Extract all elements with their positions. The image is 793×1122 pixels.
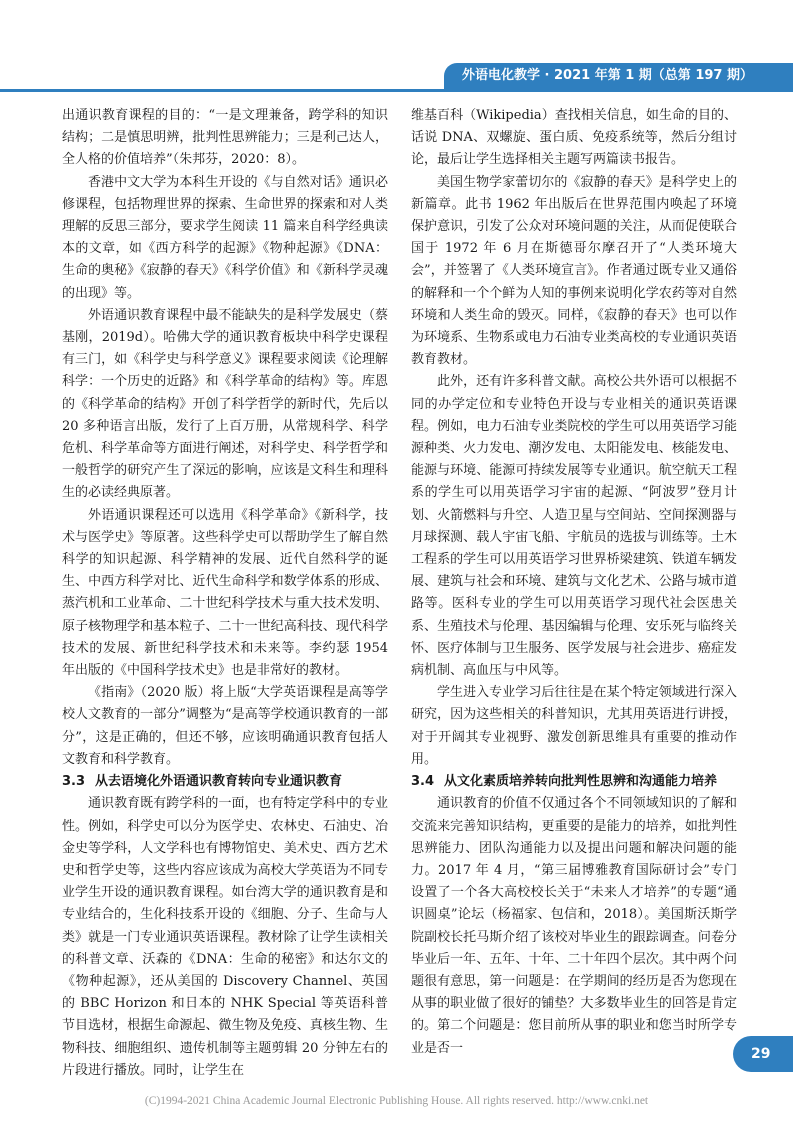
section-heading	[62, 771, 388, 793]
header-rule	[0, 89, 793, 92]
paragraph: 美国生物学家蕾切尔的《寂静的春天》是科学史上的新篇章。此书 1962 年出版后在世界范围内唤起了环境保护意识，引发了公众对环境问题的关注，从而促使联合国于 1972 年 6 月在斯德哥尔摩召开了“人类环境大会”，并签署了《人类环境宣言》。作者通过既专业又通俗的解释和一个个鲜为人知的事例来说明化学农药等对自然环境和人类生命的毁灭。同样，《寂静的春天》也可以作为环境系、生物系或电力石油专业类高校的专业通识英语教育教材。	[411, 174, 737, 368]
page-number: 29	[733, 1036, 793, 1072]
paragraph: 出通识教育课程的目的：“一是文理兼备，跨学科的知识结构；二是慎思明辨，批判性思辨能力；三是利己达人，全人格的价值培养”（朱邦芬，2020：8）。	[62, 108, 388, 168]
section-number: 3.4	[411, 774, 435, 790]
section-title: 从去语境化外语通识教育转向专业通识教育	[95, 774, 343, 790]
paragraph: 维基百科（Wikipedia）查找相关信息，如生命的目的、话说 DNA、双螺旋、蛋白质、免疫系统等，然后分组讨论，最后让学生选择相关主题写两篇读书报告。	[411, 108, 737, 168]
paragraph: 香港中文大学为本科生开设的《与自然对话》通识必修课程，包括物理世界的探索、生命世界的探索和对人类理解的反思三部分，要求学生阅读 11 篇来自科学经典读本的文章，如《西方科学的起源》《物种起源》《DNA：生命的奥秘》《寂静的春天》《科学价值》和《新科学灵魂的出现》等。	[62, 174, 388, 301]
paragraph: 通识教育既有跨学科的一面，也有特定学科中的专业性。例如，科学史可以分为医学史、农林史、石油史、冶金史等学科，人文学科也有博物馆史、美术史、西方艺术史和哲学史等，这些内容应该成为高校大学英语为不同专业学生开设的通识教育课程。如台湾大学的通识教育是和专业结合的，生化科技系开设的《细胞、分子、生命与人类》就是一门专业通识英语课程。教材除了让学生读相关的科普文章、沃森的《DNA：生命的秘密》和达尔文的《物种起源》，还从美国的 Discovery Channel、英国的 BBC Horizon 和日本的 NHK Special 等英语科普节目选材，根据生命源起、微生物及免疫、真核生物、生物科技、细胞组织、遗传机制等主题剪辑 20 分钟左右的片段进行播放。同时，让学生在	[62, 796, 388, 1078]
section-title: 从文化素质培养转向批判性思辨和沟通能力培养	[444, 774, 718, 790]
section-heading	[411, 771, 737, 793]
paragraph: 学生进入专业学习后往往是在某个特定领域进行深入研究，因为这些相关的科普知识，尤其用英语进行讲授，对于开阔其专业视野、激发创新思维具有重要的推动作用。	[411, 685, 737, 767]
paragraph: 外语通识教育课程中最不能缺失的是科学发展史（蔡基刚，2019d）。哈佛大学的通识教育板块中科学史课程有三门，如《科学史与科学意义》课程要求阅读《论理解科学：一个历史的近路》和《科学革命的结构》等。库恩的《科学革命的结构》开创了科学哲学的新时代，先后以 20 多种语言出版，发行了上百万册，从常规科学、科学危机、科学革命等方面进行阐述，对科学史、科学哲学和一般哲学的研究产生了深远的影响，应该是文科生和理科生的必读经典原著。	[62, 307, 388, 501]
right-column	[411, 105, 737, 1060]
copyright-footer: (C)1994-2021 China Academic Journal Electronic Publishing House. All rights reserved. http://www.cnki.net	[144, 1095, 649, 1107]
paragraph: 《指南》（2020 版）将上版“大学英语课程是高等学校人文教育的一部分”调整为“是高等学校通识教育的一部分”，这是正确的，但还不够，应该明确通识教育包括人文教育和科学教育。	[62, 685, 388, 767]
running-title: 外语电化教学 · 2021 年第 1 期（总第 197 期）	[444, 63, 793, 89]
paragraph: 外语通识课程还可以选用《科学革命》《新科学，技术与医学史》等原著。这些科学史可以帮助学生了解自然科学的知识起源、科学精神的发展、近代自然科学的诞生、中西方科学对比、近代生命科学和数学体系的形成、蒸汽机和工业革命、二十世纪科学技术与重大技术发明、原子核物理学和基本粒子、二十一世纪高科技、现代科学技术的发展、新世纪科学技术和未来等。李约瑟 1954 年出版的《中国科学技术史》也是非常好的教材。	[62, 507, 388, 679]
paragraph: 此外，还有许多科普文献。高校公共外语可以根据不同的办学定位和专业特色开设与专业相关的通识英语课程。例如，电力石油专业类院校的学生可以用英语学习能源种类、火力发电、潮汐发电、太阳能发电、核能发电、能源与环境、能源可持续发展等专业通识。航空航天工程系的学生可以用英语学习宇宙的起源、“阿波罗”登月计划、火箭燃料与升空、人造卫星与空间站、空间探测器与月球探测、载人宇宙飞船、宇航员的选拔与训练等。土木工程系的学生可以用英语学习世界桥梁建筑、铁道车辆发展、建筑与社会和环境、建筑与文化艺术、公路与城市道路等。医科专业的学生可以用英语学习现代社会医患关系、生殖技术与伦理、基因编辑与伦理、安乐死与临终关怀、医疗体制与卫生服务、医学发展与社会进步、癌症发病机制、高血压与中风等。	[411, 374, 737, 679]
paragraph: 通识教育的价值不仅通过各个不同领域知识的了解和交流来完善知识结构，更重要的是能力的培养，如批判性思辨能力、团队沟通能力以及提出问题和解决问题的能力。2017 年 4 月，“第三届博雅教育国际研讨会”专门设置了一个各大高校校长关于“未来人才培养”的专题“通识圆桌”论坛（杨福家、包信和，2018）。美国斯沃斯学院副校长托马斯介绍了该校对毕业生的跟踪调查。问卷分毕业后一年、五年、十年、二十年四个层次。其中两个问题很有意思，第一问题是：在学期间的经历是否为您现在从事的职业做了很好的铺垫？大多数毕业生的回答是肯定的。第二个问题是：您目前所从事的职业和您当时所学专业是否一	[411, 796, 737, 1056]
left-column	[62, 105, 388, 1082]
section-number: 3.3	[62, 774, 86, 790]
